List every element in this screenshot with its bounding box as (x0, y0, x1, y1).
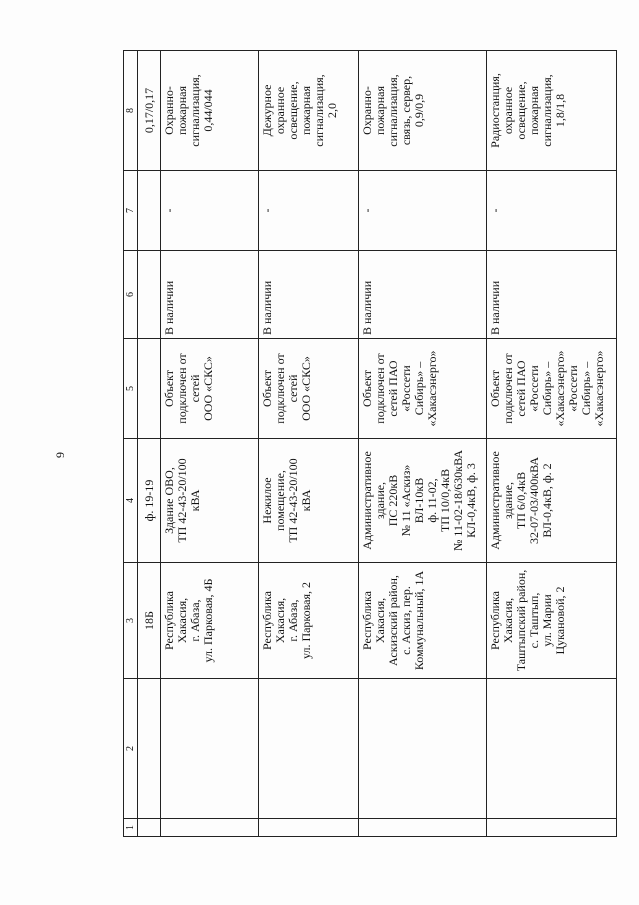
table-cell (259, 819, 359, 837)
table-row (259, 51, 359, 837)
purpose-cell: Охранно- пожарная сигнализация, 0,44/044 (161, 51, 259, 171)
table-cell (359, 819, 487, 837)
object-cell: Административное здание, ТП 6/0,4кВ 32-07-03/400кВА ВЛ-0,4кВ, ф. 2 (487, 439, 617, 563)
column-number-row (124, 51, 138, 837)
connection-cell: Объект подключен от сетей ПАО «Россети Сибирь» – «Хакасэнерго» (359, 339, 487, 439)
purpose-cell: Радиостанция, охранное освещение, пожарная сигнализация, 1,8/1,8 (487, 51, 617, 171)
page-number: 9 (53, 452, 67, 458)
table-cell (138, 679, 161, 819)
availability-cell: В наличии (359, 251, 487, 339)
address-cell: Республика Хакасия, г. Абаза, ул. Парковая, 4Б (161, 563, 259, 679)
table-cell (259, 679, 359, 819)
table-cell (138, 251, 161, 339)
table-cell (161, 679, 259, 819)
column-number-cell: 2 (124, 679, 138, 819)
column-number-cell: 6 (124, 251, 138, 339)
table-cell: 0,17/0,17 (138, 51, 161, 171)
purpose-cell: Охранно- пожарная сигнализация, связь, сервер, 0,9/0,9 (359, 51, 487, 171)
address-cell: Республика Хакасия, г. Абаза, ул. Парковая, 2 (259, 563, 359, 679)
table-row (161, 51, 259, 837)
object-cell: Нежилое помещение, ТП 42-43-20/100 кВА (259, 439, 359, 563)
table-cell: - (259, 171, 359, 251)
table-cell (487, 679, 617, 819)
table-cell (138, 171, 161, 251)
table-cell (359, 679, 487, 819)
address-cell: Республика Хакасия, Аскизский район, с. Аскиз, пер. Коммунальный, 1А (359, 563, 487, 679)
availability-cell: В наличии (259, 251, 359, 339)
column-number-cell: 7 (124, 171, 138, 251)
table-row (359, 51, 487, 837)
table-cell: - (161, 171, 259, 251)
object-cell: Здание ОВО, ТП 42-43-20/100 кВА (161, 439, 259, 563)
table-cell: - (487, 171, 617, 251)
table-cell (487, 819, 617, 837)
connection-cell: Объект подключен от сетей ООО «СКС» (259, 339, 359, 439)
table-cell (138, 819, 161, 837)
table-cell: 18Б (138, 563, 161, 679)
connection-cell: Объект подключен от сетей ООО «СКС» (161, 339, 259, 439)
rotated-table-container (123, 71, 613, 837)
column-number-cell: 5 (124, 339, 138, 439)
object-cell: Административное здание, ПС 220кВ № 11 «Аскиз» ВЛ-10кВ ф. 11-02, ТП 10/0,4кВ № 11-02-18/630кВА КЛ-0,4кВ, ф. 3 (359, 439, 487, 563)
availability-cell: В наличии (487, 251, 617, 339)
table-row (487, 51, 617, 837)
column-number-cell: 1 (124, 819, 138, 837)
table-cell (138, 339, 161, 439)
availability-cell: В наличии (161, 251, 259, 339)
address-cell: Республика Хакасия, Таштыпский район, с. Таштып, ул. Марии Цукановой, 2 (487, 563, 617, 679)
power-supply-table (123, 50, 617, 837)
continuation-row (138, 51, 161, 837)
column-number-cell: 3 (124, 563, 138, 679)
column-number-cell: 8 (124, 51, 138, 171)
table-cell (161, 819, 259, 837)
column-number-cell: 4 (124, 439, 138, 563)
table-cell: ф. 19-19 (138, 439, 161, 563)
table-cell: - (359, 171, 487, 251)
purpose-cell: Дежурное охранное освещение, пожарная сигнализация, 2,0 (259, 51, 359, 171)
connection-cell: Объект подключен от сетей ПАО «Россети Сибирь» – «Хакасэнерго» «Россети Сибирь» – «Хакасэнерго» (487, 339, 617, 439)
